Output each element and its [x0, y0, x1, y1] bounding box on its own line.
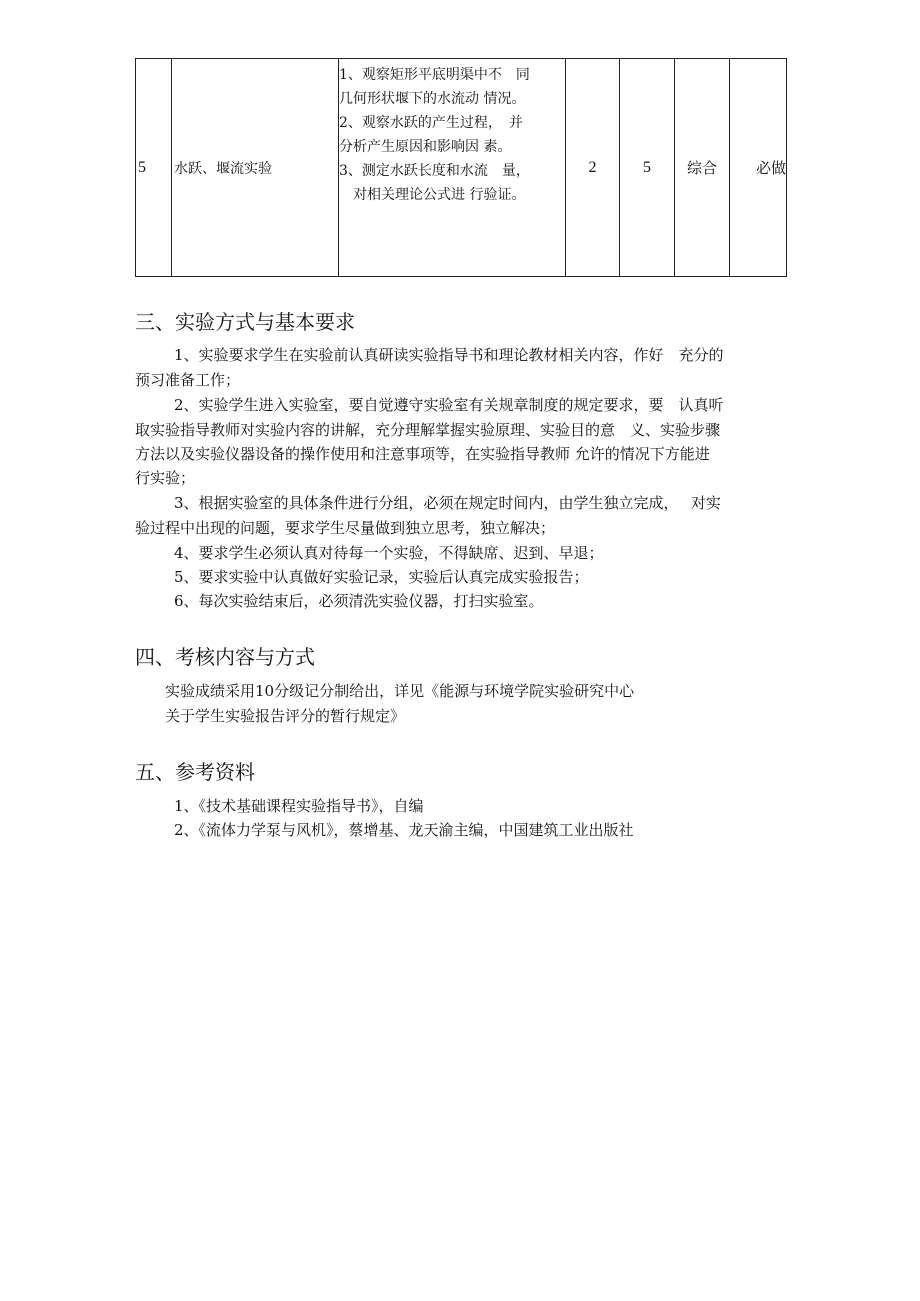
experiment-type: 综合	[675, 59, 730, 277]
paragraph-line: 验过程中出现的问题，要求学生尽量做到独立思考，独立解决；	[135, 519, 556, 537]
content-line: 分析产生原因和影响因 素。	[339, 139, 512, 155]
table-row	[136, 59, 787, 277]
paragraph-line: 行实验；	[135, 469, 196, 487]
paragraph-line: 方法以及实验仪器设备的操作使用和注意事项等，在实验指导教师 允许的情况下方能进	[135, 445, 710, 463]
section-4-heading: 四、考核内容与方式	[135, 645, 315, 669]
experiment-content	[339, 59, 566, 277]
experiment-requirement: 必做	[730, 59, 787, 277]
content-line: 3、测定水跃长度和水流 量，	[339, 163, 530, 179]
paragraph-line: 实验成绩采用10分级记分制给出，详见《能源与环境学院实验研究中心	[165, 682, 635, 700]
content-line: 1、观察矩形平底明渠中不 同	[339, 67, 530, 83]
experiment-name: 水跃、堰流实验	[172, 59, 339, 277]
content-line: 几何形状堰下的水流动 情况。	[339, 91, 526, 107]
paragraph-line: 2、实验学生进入实验室，要自觉遵守实验室有关规章制度的规定要求，要 认真听	[174, 396, 724, 414]
paragraph-line: 6、每次实验结束后，必须清洗实验仪器，打扫实验室。	[174, 592, 544, 610]
section-5-heading: 五、参考资料	[135, 760, 255, 784]
paragraph-line: 5、要求实验中认真做好实验记录，实验后认真完成实验报告；	[174, 568, 589, 586]
experiment-table	[135, 58, 787, 277]
paragraph-line: 关于学生实验报告评分的暂行规定》	[165, 707, 406, 725]
experiment-number: 5	[136, 59, 172, 277]
paragraph-line: 取实验指导教师对实验内容的讲解，充分理解掌握实验原理、实验目的意 义、实验步骤	[135, 421, 721, 439]
reference-item: 2、《流体力学泵与风机》，蔡增基、龙天渝主编，中国建筑工业出版社	[174, 821, 634, 839]
paragraph-line: 4、要求学生必须认真对待每一个实验，不得缺席、迟到、早退；	[174, 544, 604, 562]
paragraph-line: 3、根据实验室的具体条件进行分组，必须在规定时间内，由学生独立完成， 对实	[174, 494, 721, 512]
reference-item: 1、《技术基础课程实验指导书》，自编	[174, 797, 424, 815]
experiment-hours: 2	[566, 59, 620, 277]
content-line: 2、观察水跃的产生过程， 并	[339, 115, 523, 131]
section-3-heading: 三、实验方式与基本要求	[135, 310, 355, 334]
paragraph-line: 预习准备工作；	[135, 371, 241, 389]
content-line: 对相关理论公式进 行验证。	[353, 187, 526, 203]
paragraph-line: 1、实验要求学生在实验前认真研读实验指导书和理论教材相关内容，作好 充分的	[174, 346, 724, 364]
experiment-count: 5	[620, 59, 675, 277]
